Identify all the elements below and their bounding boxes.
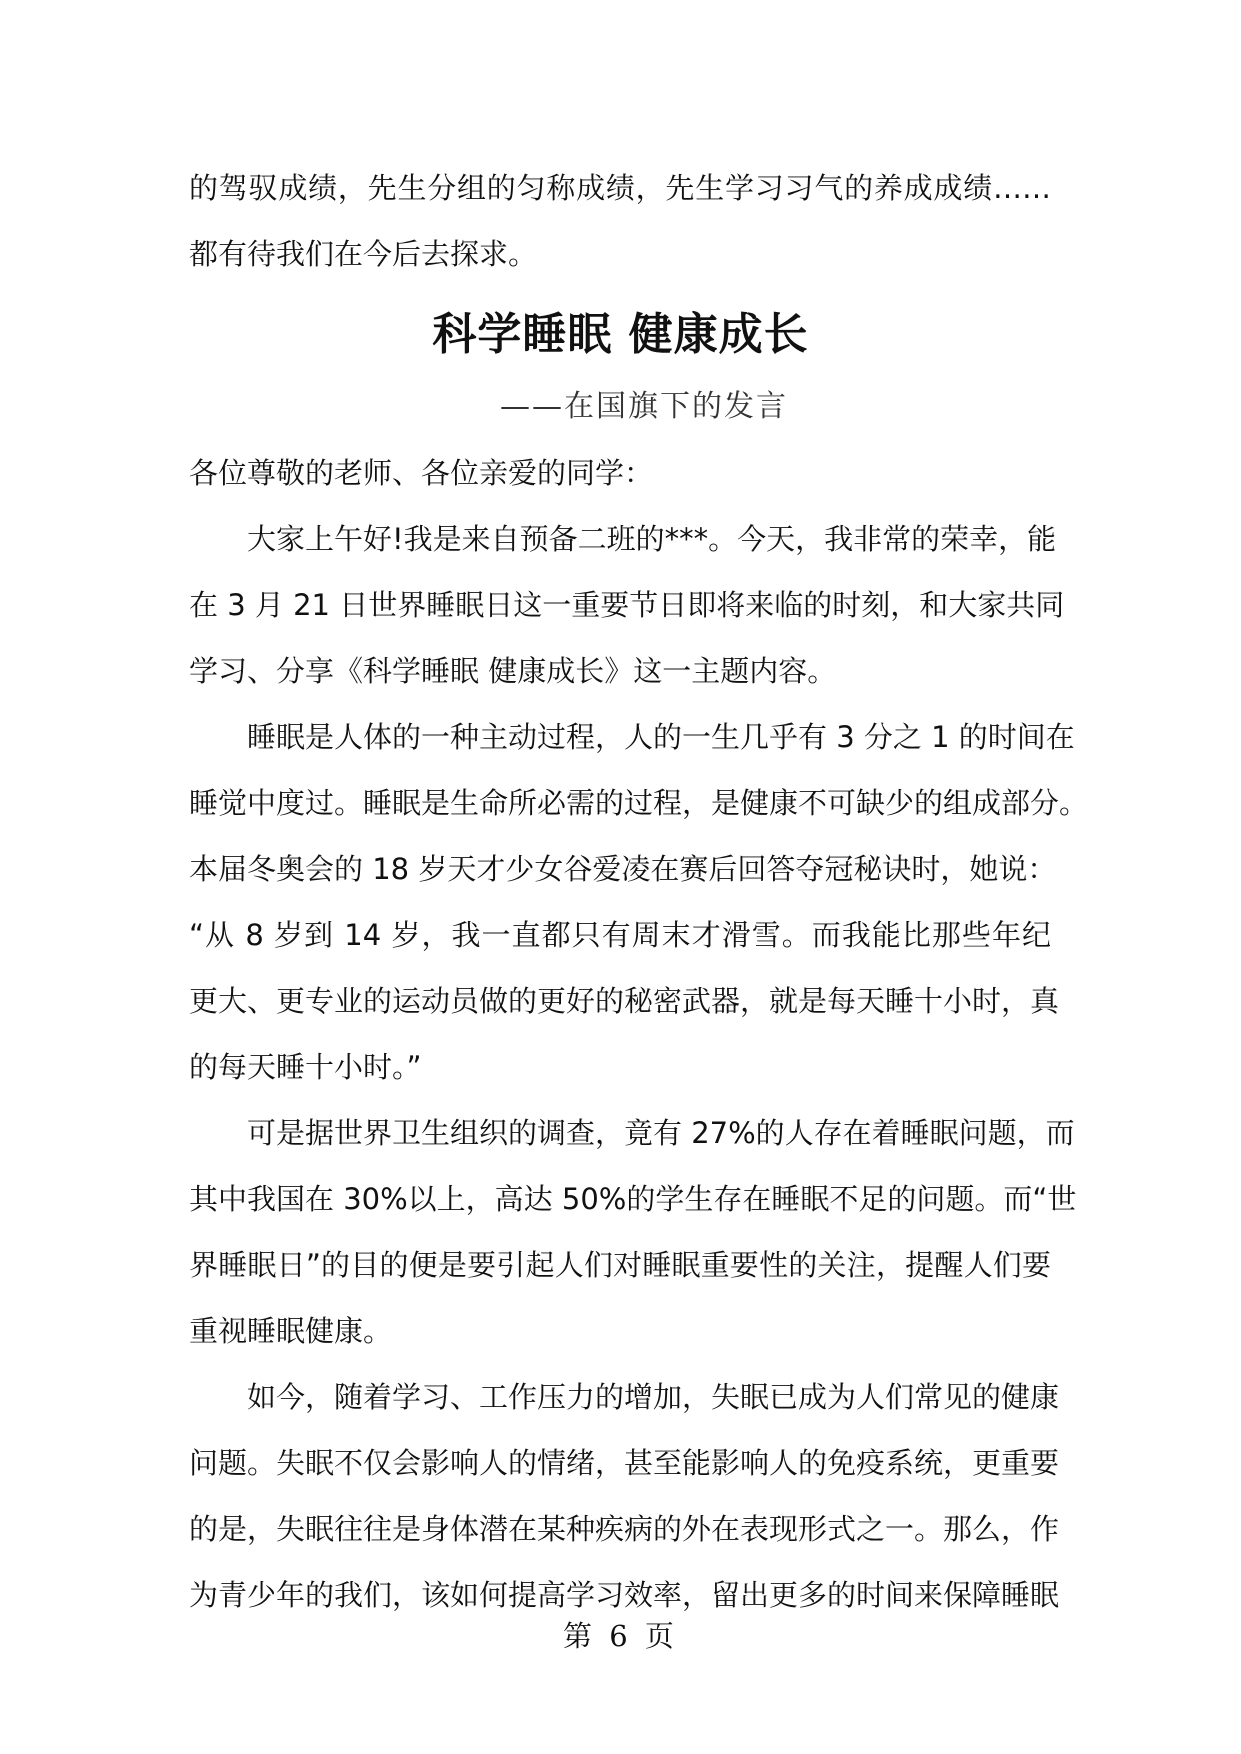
text-line: 如今，随着学习、工作压力的增加，失眠已成为人们常见的健康 [247,1380,1060,1414]
page-number: 第 6 页 [563,1619,678,1653]
intro-paragraph [189,155,1051,287]
article-title: 科学睡眠 健康成长 [432,309,809,360]
paragraph [189,506,1065,704]
text-line: 重视睡眠健康。 [189,1314,393,1348]
article-subtitle: ——在国旗下的发言 [500,389,788,424]
text-line: 本届冬奥会的 18 岁天才少女谷爱凌在赛后回答夺冠秘诀时，她说： [189,852,1057,886]
text-line: 的是，失眠往往是身体潜在某种疾病的外在表现形式之一。那么，作 [189,1512,1060,1546]
text-line: 可是据世界卫生组织的调查，竟有 27%的人存在着睡眠问题，而 [247,1116,1075,1150]
paragraph [189,704,1089,1100]
text-line: 睡觉中度过。睡眠是生命所必需的过程，是健康不可缺少的组成部分。 [189,786,1089,820]
greeting: 各位尊敬的老师、各位亲爱的同学： [189,456,654,490]
text-line: 的驾驭成绩，先生分组的匀称成绩，先生学习习气的养成成绩…… [189,171,1051,205]
paragraph [189,1364,1060,1628]
text-line: 其中我国在 30%以上，高达 50%的学生存在睡眠不足的问题。而“世 [189,1182,1077,1216]
text-line: 为青少年的我们，该如何提高学习效率，留出更多的时间来保障睡眠 [189,1578,1060,1612]
text-line: 在 3 月 21 日世界睡眠日这一重要节日即将来临的时刻，和大家共同 [189,588,1065,622]
text-line: “从 8 岁到 14 岁，我一直都只有周末才滑雪。而我能比那些年纪 [189,918,1051,952]
text-line: 学习、分享《科学睡眠 健康成长》这一主题内容。 [189,654,837,688]
text-line: 界睡眠日”的目的便是要引起人们对睡眠重要性的关注，提醒人们要 [189,1248,1051,1282]
text-line: 更大、更专业的运动员做的更好的秘密武器，就是每天睡十小时，真 [189,984,1060,1018]
text-line: 问题。失眠不仅会影响人的情绪，甚至能影响人的免疫系统，更重要 [189,1446,1060,1480]
text-line: 都有待我们在今后去探求。 [189,237,538,271]
article-body [189,440,1089,1628]
text-line: 大家上午好!我是来自预备二班的***。今天，我非常的荣幸，能 [247,522,1057,556]
paragraph [189,1100,1077,1364]
text-line: 的每天睡十小时。” [189,1050,422,1084]
text-line: 睡眠是人体的一种主动过程，人的一生几乎有 3 分之 1 的时间在 [247,720,1075,754]
